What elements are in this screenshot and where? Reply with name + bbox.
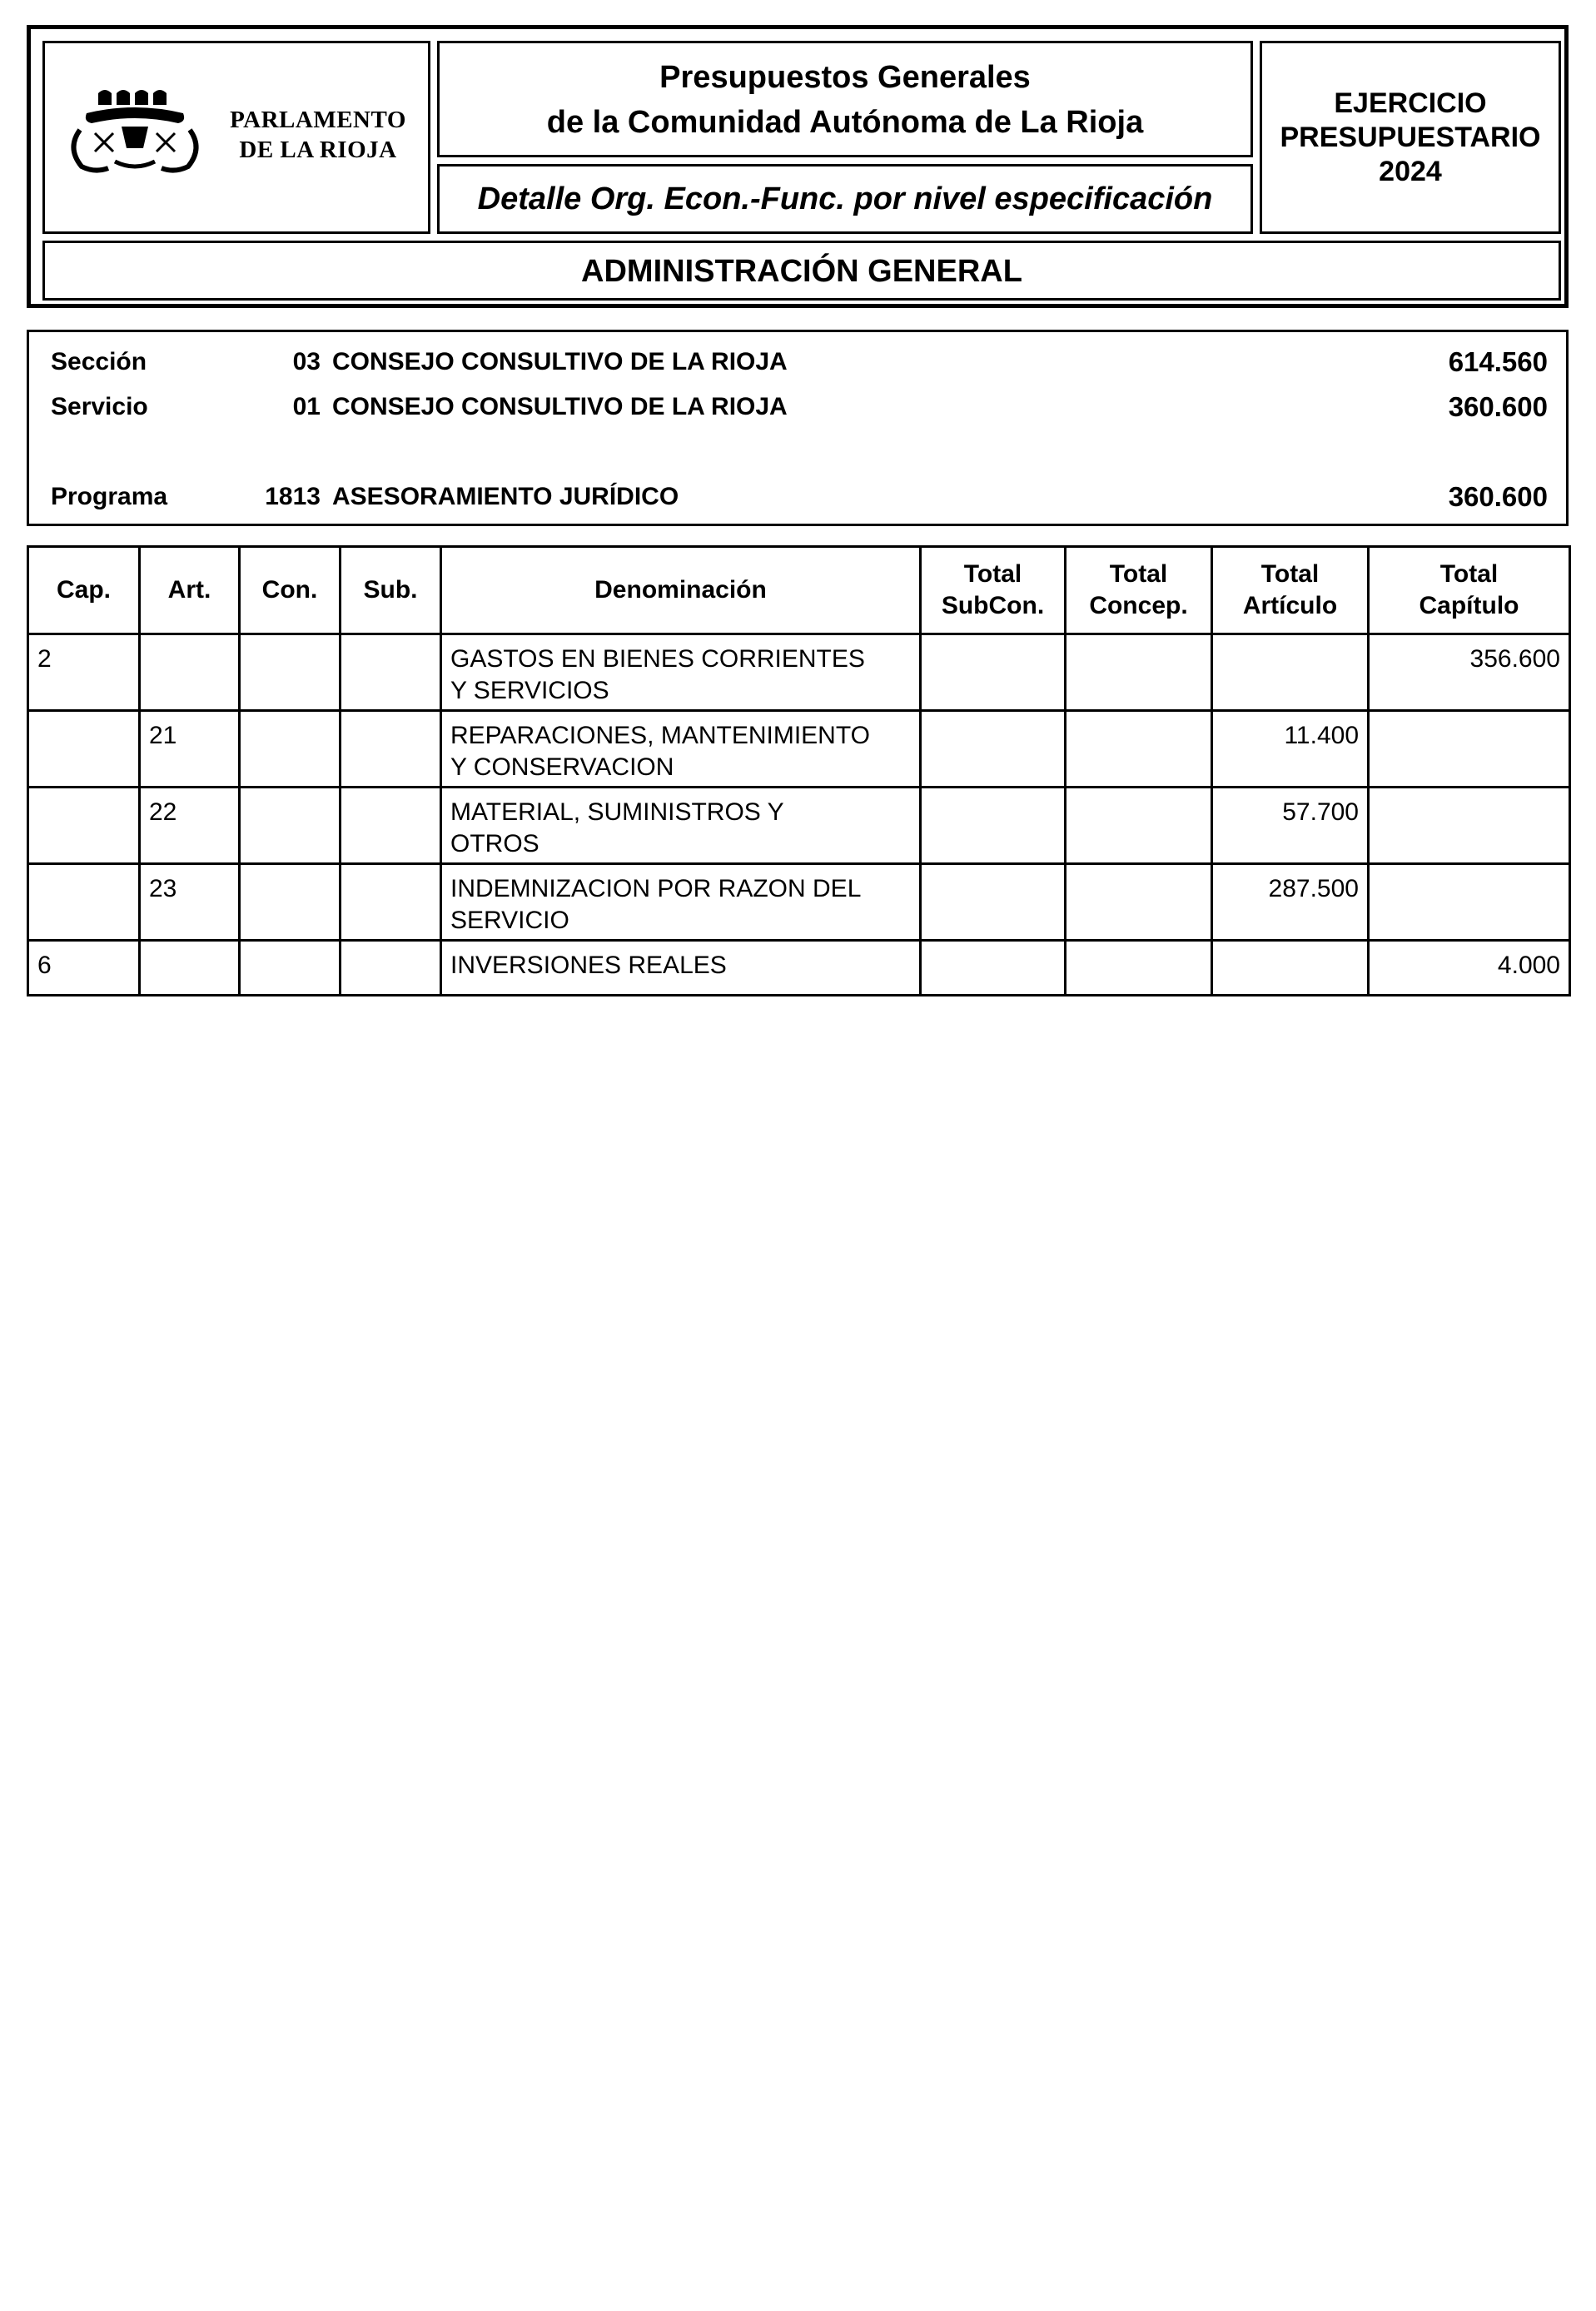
col-header-total-concep <box>1066 547 1212 634</box>
fiscal-year-value: 2024 <box>1379 156 1442 187</box>
col-header-text: Artículo <box>1242 592 1338 619</box>
denominacion-line: MATERIAL, SUMINISTROS Y <box>450 798 784 826</box>
table-row <box>28 711 1570 788</box>
denominacion-line: SERVICIO <box>450 907 569 934</box>
seccion-amount: 614.560 <box>1448 346 1548 377</box>
cell-total-subcon <box>921 788 1066 864</box>
cell-cap: 2 <box>28 634 140 711</box>
cell-total-subcon <box>921 941 1066 996</box>
denominacion-line: INVERSIONES REALES <box>450 952 727 979</box>
document-title <box>437 41 1253 157</box>
logo-text <box>218 105 418 165</box>
cell-total-concep <box>1066 711 1212 788</box>
cell-total-articulo: 287.500 <box>1212 864 1369 941</box>
col-header-text: Concep. <box>1089 592 1188 619</box>
cell-total-articulo: 57.700 <box>1212 788 1369 864</box>
programa-name: ASESORAMIENTO JURÍDICO <box>332 483 679 510</box>
cell-total-capitulo <box>1369 788 1570 864</box>
cell-sub <box>341 711 441 788</box>
cell-total-concep <box>1066 788 1212 864</box>
title-line-1: Presupuestos Generales <box>659 60 1031 95</box>
cell-total-subcon <box>921 864 1066 941</box>
servicio-name: CONSEJO CONSULTIVO DE LA RIOJA <box>332 393 788 420</box>
seccion-label: Sección <box>51 348 147 375</box>
logo-line-1: PARLAMENTO <box>230 107 406 133</box>
cell-sub <box>341 941 441 996</box>
cell-art: 21 <box>140 711 240 788</box>
denominacion-line: OTROS <box>450 830 539 857</box>
cell-sub <box>341 788 441 864</box>
table-header-row <box>28 547 1570 634</box>
servicio-amount: 360.600 <box>1448 391 1548 422</box>
budget-table <box>27 545 1571 996</box>
col-header-total-subcon <box>921 547 1066 634</box>
programa-amount: 360.600 <box>1448 481 1548 512</box>
logo-box <box>42 41 430 234</box>
cell-cap: 6 <box>28 941 140 996</box>
cell-con <box>240 788 341 864</box>
col-header-sub: Sub. <box>341 547 441 634</box>
col-header-total-articulo <box>1212 547 1369 634</box>
fiscal-year-box <box>1260 41 1561 234</box>
cell-denominacion <box>441 788 921 864</box>
cell-art: 22 <box>140 788 240 864</box>
col-header-art: Art. <box>140 547 240 634</box>
cell-con <box>240 941 341 996</box>
cell-total-subcon <box>921 634 1066 711</box>
cell-sub <box>341 634 441 711</box>
seccion-name: CONSEJO CONSULTIVO DE LA RIOJA <box>332 348 788 375</box>
cell-total-capitulo <box>1369 711 1570 788</box>
table-row <box>28 864 1570 941</box>
logo-line-2: DE LA RIOJA <box>239 137 397 163</box>
cell-total-articulo <box>1212 634 1369 711</box>
cell-denominacion <box>441 711 921 788</box>
denominacion-line: REPARACIONES, MANTENIMIENTO <box>450 722 870 749</box>
cell-cap <box>28 864 140 941</box>
col-header-text: SubCon. <box>941 592 1045 619</box>
col-header-text: Total <box>1439 560 1499 588</box>
organization-info-panel <box>27 330 1569 526</box>
denominacion-line: INDEMNIZACION POR RAZON DEL <box>450 875 862 902</box>
section-title: ADMINISTRACIÓN GENERAL <box>42 241 1561 301</box>
parliament-logo-icon <box>62 77 211 176</box>
cell-total-articulo: 11.400 <box>1212 711 1369 788</box>
cell-art: 23 <box>140 864 240 941</box>
cell-total-articulo <box>1212 941 1369 996</box>
programa-row <box>29 480 1566 514</box>
col-header-con: Con. <box>240 547 341 634</box>
fiscal-year-line-2: PRESUPUESTARIO <box>1280 122 1541 153</box>
denominacion-line: Y CONSERVACION <box>450 753 674 781</box>
servicio-label: Servicio <box>51 393 148 420</box>
col-header-text: Total <box>1260 560 1320 588</box>
cell-total-capitulo: 356.600 <box>1369 634 1570 711</box>
cell-denominacion <box>441 941 921 996</box>
denominacion-line: Y SERVICIOS <box>450 677 609 704</box>
cell-con <box>240 864 341 941</box>
cell-con <box>240 634 341 711</box>
col-header-cap: Cap. <box>28 547 140 634</box>
title-line-2: de la Comunidad Autónoma de La Rioja <box>546 105 1144 140</box>
cell-sub <box>341 864 441 941</box>
col-header-text: Total <box>963 560 1022 588</box>
table-row <box>28 788 1570 864</box>
programa-code: 1813 <box>265 483 321 510</box>
programa-label: Programa <box>51 483 168 510</box>
seccion-code: 03 <box>292 348 321 375</box>
col-header-text: Capítulo <box>1419 592 1519 619</box>
cell-total-concep <box>1066 941 1212 996</box>
cell-total-concep <box>1066 634 1212 711</box>
cell-denominacion <box>441 634 921 711</box>
servicio-row <box>29 390 1566 424</box>
table-row <box>28 941 1570 996</box>
seccion-row <box>29 345 1566 379</box>
cell-total-capitulo <box>1369 864 1570 941</box>
cell-con <box>240 711 341 788</box>
col-header-text: Total <box>1109 560 1168 588</box>
servicio-code: 01 <box>292 393 321 420</box>
table-row <box>28 634 1570 711</box>
cell-art <box>140 941 240 996</box>
col-header-total-capitulo <box>1369 547 1570 634</box>
cell-total-subcon <box>921 711 1066 788</box>
denominacion-line: GASTOS EN BIENES CORRIENTES <box>450 645 865 673</box>
document-subtitle: Detalle Org. Econ.-Func. por nivel especificación <box>437 164 1253 234</box>
fiscal-year-line-1: EJERCICIO <box>1334 87 1487 119</box>
cell-total-concep <box>1066 864 1212 941</box>
cell-cap <box>28 711 140 788</box>
cell-total-capitulo: 4.000 <box>1369 941 1570 996</box>
cell-denominacion <box>441 864 921 941</box>
col-header-denominacion: Denominación <box>441 547 921 634</box>
document-header <box>27 25 1569 308</box>
cell-art <box>140 634 240 711</box>
cell-cap <box>28 788 140 864</box>
